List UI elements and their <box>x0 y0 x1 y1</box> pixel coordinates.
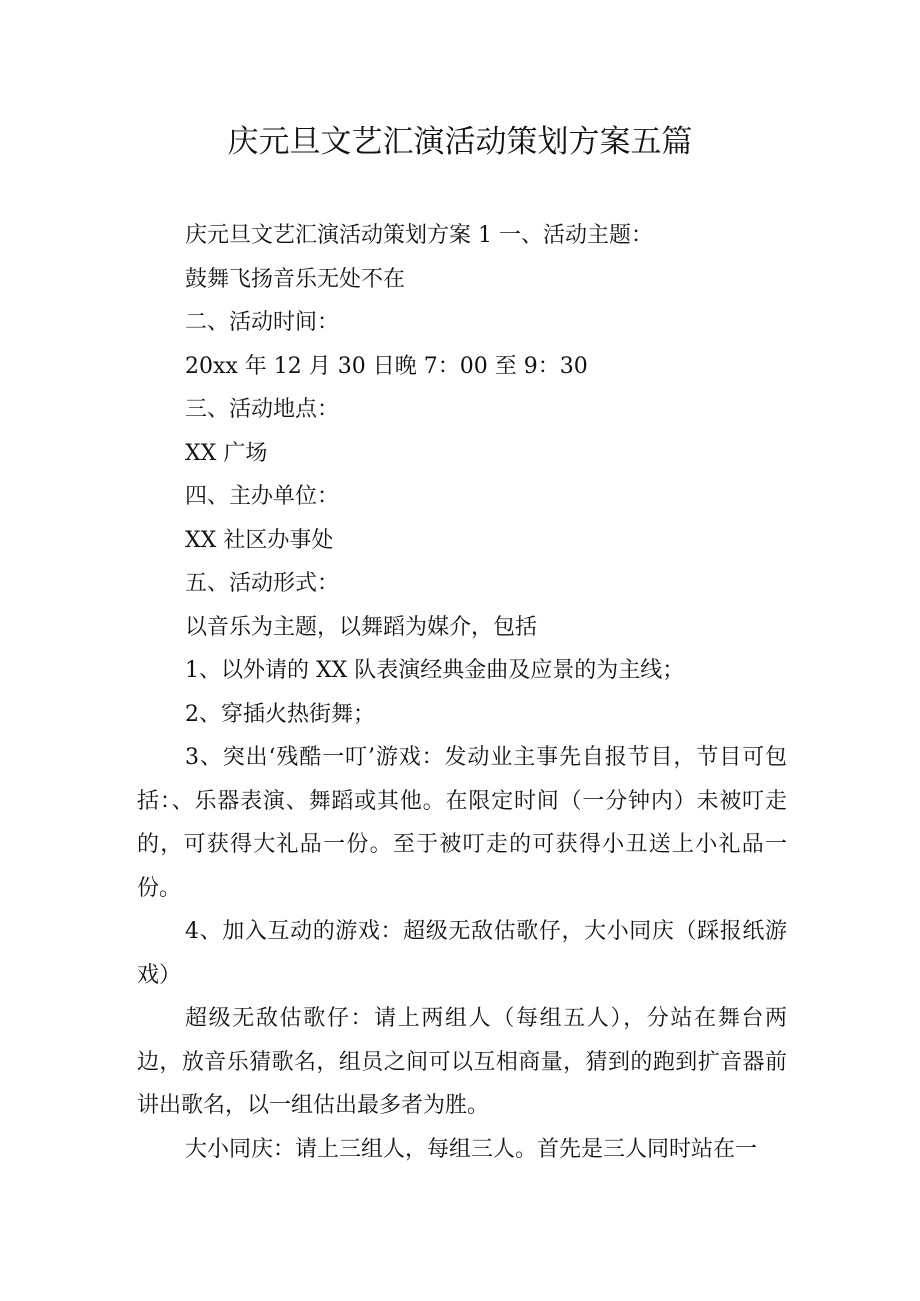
paragraph-venue: XX 广场 <box>185 440 268 466</box>
paragraph-venue-heading: 三、活动地点： <box>185 397 340 422</box>
paragraph-time: 20xx 年 12 月 30 日晚 7：00 至 9：30 <box>185 353 588 379</box>
paragraph-organizer-heading: 四、主办单位： <box>185 484 340 509</box>
paragraph-organizer: XX 社区办事处 <box>185 527 334 553</box>
paragraph-item-3: 3、突出‘残酷一叮’游戏：发动业主事先自报节目，节目可包括：、乐器表演、舞蹈或其他。在限定时间（一分钟内）未被叮走的，可获得大礼品一份。至于被叮走的可获得小丑送上小礼品一份。 <box>137 745 787 901</box>
document-body <box>137 214 787 1171</box>
document-title: 庆元旦文艺汇演活动策划方案五篇 <box>227 124 693 160</box>
paragraph-format-intro: 以音乐为主题，以舞蹈为媒介，包括 <box>185 614 538 640</box>
paragraph-song-game: 超级无敌估歌仔：请上两组人（每组五人），分站在舞台两边，放音乐猜歌名，组员之间可以互相商量，猜到的跑到扩音器前讲出歌名，以一组估出最多者为胜。 <box>137 1006 787 1118</box>
paragraph-newspaper-game: 大小同庆：请上三组人，每组三人。首先是三人同时站在一 <box>185 1136 758 1162</box>
paragraph-item-1: 1、以外请的 XX 队表演经典金曲及应景的为主线； <box>185 658 685 683</box>
paragraph-item-2: 2、穿插火热街舞； <box>185 701 375 727</box>
paragraph-format-heading: 五、活动形式： <box>185 571 340 596</box>
paragraph-theme: 鼓舞飞扬音乐无处不在 <box>185 266 406 292</box>
paragraph-time-heading: 二、活动时间： <box>185 310 340 335</box>
paragraph-plan-heading: 庆元旦文艺汇演活动策划方案 1 一、活动主题： <box>185 223 653 248</box>
paragraph-item-4: 4、加入互动的游戏：超级无敌估歌仔，大小同庆（踩报纸游戏） <box>137 919 787 988</box>
